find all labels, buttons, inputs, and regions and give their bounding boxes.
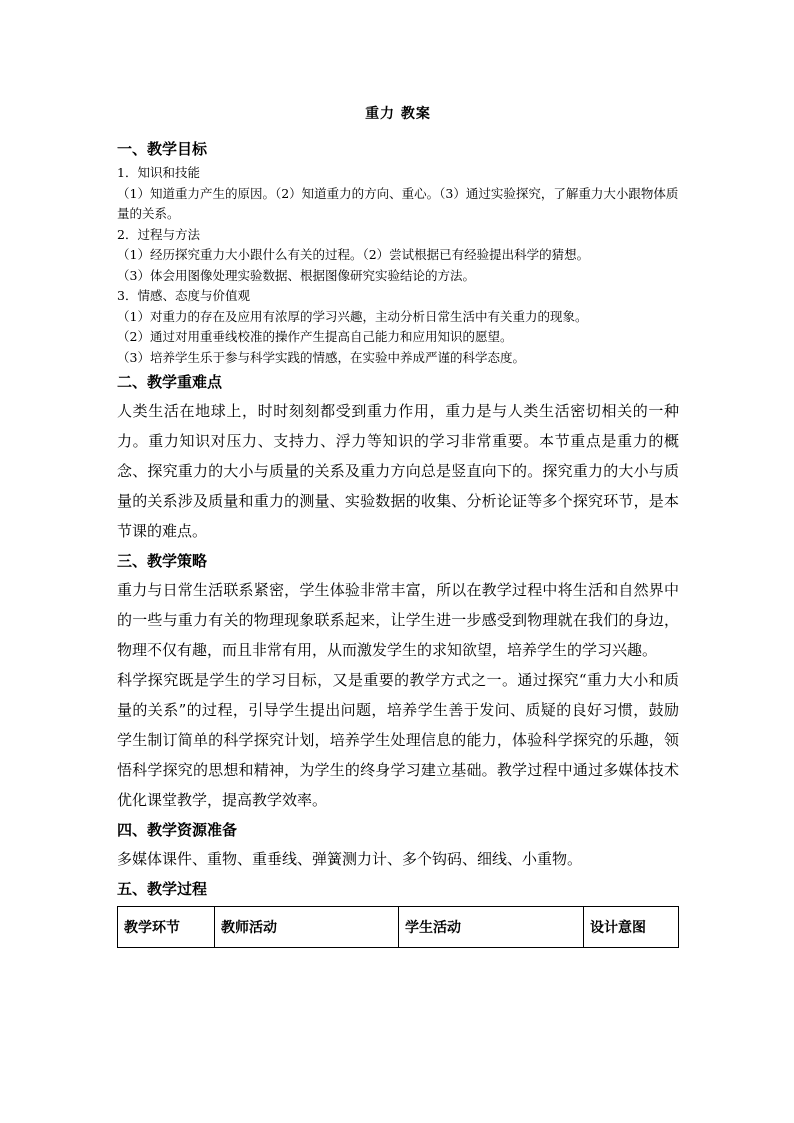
process-table <box>117 906 679 948</box>
table-header-row <box>118 907 679 948</box>
section-heading-process: 五、教学过程 <box>117 880 208 898</box>
document-page <box>117 96 679 948</box>
strategy-paragraph: 重力与日常生活联系紧密，学生体验非常丰富，所以在教学过程中将生活和自然界中的一些与重力有关的物理现象联系起来，让学生进一步感受到物理就在我们的身边，物理不仅有趣，而且非常有用，从而激发学生的求知欲望，培养学生的学习兴趣。 <box>117 581 679 659</box>
objective-line: 1．知识和技能 <box>117 165 200 180</box>
objective-line: （1）知道重力产生的原因。（2）知道重力的方向、重心。（3）通过实验探究，了解重力大小跟物体质量的关系。 <box>117 185 679 221</box>
objective-line: （1）对重力的存在及应用有浓厚的学习兴趣，主动分析日常生活中有关重力的现象。 <box>117 308 588 324</box>
objective-line: 3．情感、态度与价值观 <box>117 288 250 303</box>
resources-paragraph: 多媒体课件、重物、重垂线、弹簧测力计、多个钩码、细线、小重物。 <box>117 850 583 868</box>
section-heading-objectives: 一、教学目标 <box>117 140 208 158</box>
objective-line: （3）体会用图像处理实验数据、根据图像研究实验结论的方法。 <box>117 267 475 283</box>
objective-line: （3）培养学生乐于参与科学实践的情感，在实验中养成严谨的科学态度。 <box>117 349 525 365</box>
objective-line: 2．过程与方法 <box>117 226 200 242</box>
table-header-cell: 设计意图 <box>584 907 679 948</box>
table-header-cell: 教师活动 <box>215 907 399 948</box>
section-heading-key-points: 二、教学重难点 <box>117 373 223 391</box>
table-header-cell: 教学环节 <box>118 907 215 948</box>
section-heading-resources: 四、教学资源准备 <box>117 821 238 839</box>
objective-line: （1）经历探究重力大小跟什么有关的过程。（2）尝试根据已有经验提出科学的猜想。 <box>117 247 590 262</box>
table-header-cell: 学生活动 <box>399 907 584 948</box>
key-points-paragraph: 人类生活在地球上，时时刻刻都受到重力作用，重力是与人类生活密切相关的一种力。重力知识对压力、支持力、浮力等知识的学习非常重要。本节重点是重力的概念、探究重力的大小与质量的关系及重力方向总是竖直向下的。探究重力的大小与质量的关系涉及质量和重力的测量、实验数据的收集、分析论证等多个探究环节，是本节课的难点。 <box>117 402 679 540</box>
section-heading-strategy: 三、教学策略 <box>117 552 208 570</box>
strategy-paragraph: 科学探究既是学生的学习目标，又是重要的教学方式之一。通过探究“重力大小和质量的关系”的过程，引导学生提出问题，培养学生善于发问、质疑的良好习惯，鼓励学生制订简单的科学探究计划，培养学生处理信息的能力，体验科学探究的乐趣，领悟科学探究的思想和精神，为学生的终身学习建立基础。教学过程中通过多媒体技术优化课堂教学，提高教学效率。 <box>117 671 679 809</box>
objective-line: （2）通过对用重垂线校准的操作产生提高自己能力和应用知识的愿望。 <box>117 329 513 344</box>
document-title: 重力 教案 <box>365 106 431 122</box>
